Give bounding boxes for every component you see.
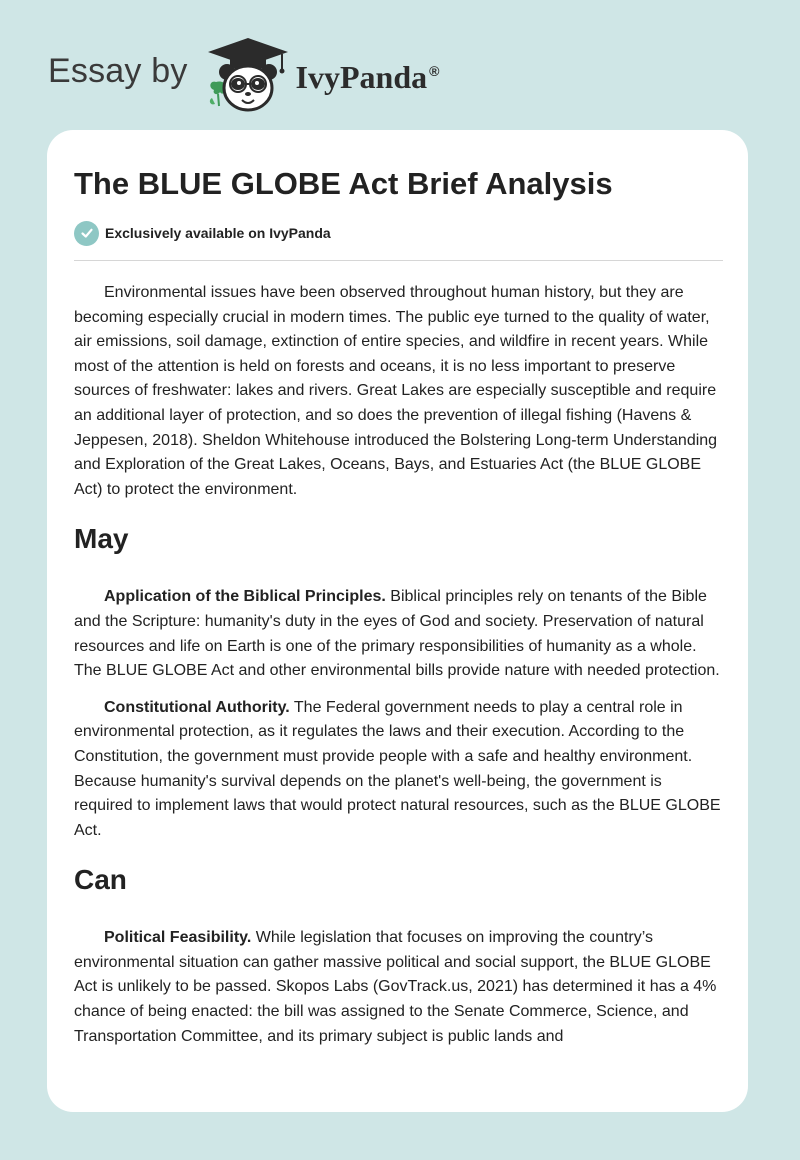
paragraph-lead: Constitutional Authority. <box>104 698 290 716</box>
brand-prefix: Essay by <box>48 51 188 90</box>
check-circle-icon <box>74 221 99 246</box>
paragraph-constitutional-authority <box>74 696 724 844</box>
paragraph-text: While legislation that focuses on improving the country’s environmental situation can gather massive political and social support, the BLUE GLOBE Act is unlikely to be passed. Skopos Labs (GovTrack.us, 2021) has determined it has a 4% chance of being enacted: the bill was assigned to the Senate Commerce, Science, and Transportation Committee, and its primary subject is public lands and <box>74 929 717 1045</box>
panda-graduate-icon <box>202 36 294 116</box>
paragraph-text: Biblical principles rely on tenants of the Bible and the Scripture: humanity's duty in the eyes of God and society. Preservation of natural resources and life on Earth is one of the primary responsibilities of humanity as a whole. The BLUE GLOBE Act and other environmental bills provide nature with needed protection. <box>74 588 720 680</box>
paragraph-lead: Political Feasibility. <box>104 929 252 947</box>
intro-paragraph: Environmental issues have been observed throughout human history, but they are becoming especially crucial in modern times. The public eye turned to the quality of water, air emissions, soil damage, extinction of entire species, and wildfire in recent years. While most of the attention is held on forests and oceans, it is no less important to preserve sources of freshwater: lakes and rivers. Great Lakes are especially susceptible and require an additional layer of protection, and so does the prevention of illegal fishing (Havens & Jeppesen, 2018). Sheldon Whitehouse introduced the Bolstering Long-term Understanding and Exploration of the Great Lakes, Oceans, Bays, and Estuaries Act (the BLUE GLOBE Act) to protect the environment. <box>74 284 718 498</box>
brand-name: IvyPanda ® <box>295 58 440 95</box>
paragraph-lead: Application of the Biblical Principles. <box>104 588 386 606</box>
paragraph-biblical-principles <box>74 585 724 683</box>
exclusive-badge-text: Exclusively available on IvyPanda <box>105 225 331 241</box>
section-heading-may: May <box>74 523 129 555</box>
divider <box>74 260 723 261</box>
essay-card <box>47 130 748 1112</box>
page-title: The BLUE GLOBE Act Brief Analysis <box>74 166 613 201</box>
paragraph-text: The Federal government needs to play a central role in environmental protection, as it regulates the laws and their execution. According to the Constitution, the government must provide people with a safe and healthy environment. Because humanity's survival depends on the planet's well-being, the government is required to implement laws that would protect natural resources, such as the BLUE GLOBE Act. <box>74 698 721 839</box>
brand-header[interactable] <box>48 36 468 116</box>
paragraph-political-feasibility <box>74 926 724 1049</box>
essay-content <box>74 130 724 1061</box>
section-heading-can: Can <box>74 864 127 896</box>
exclusive-badge <box>74 220 724 246</box>
